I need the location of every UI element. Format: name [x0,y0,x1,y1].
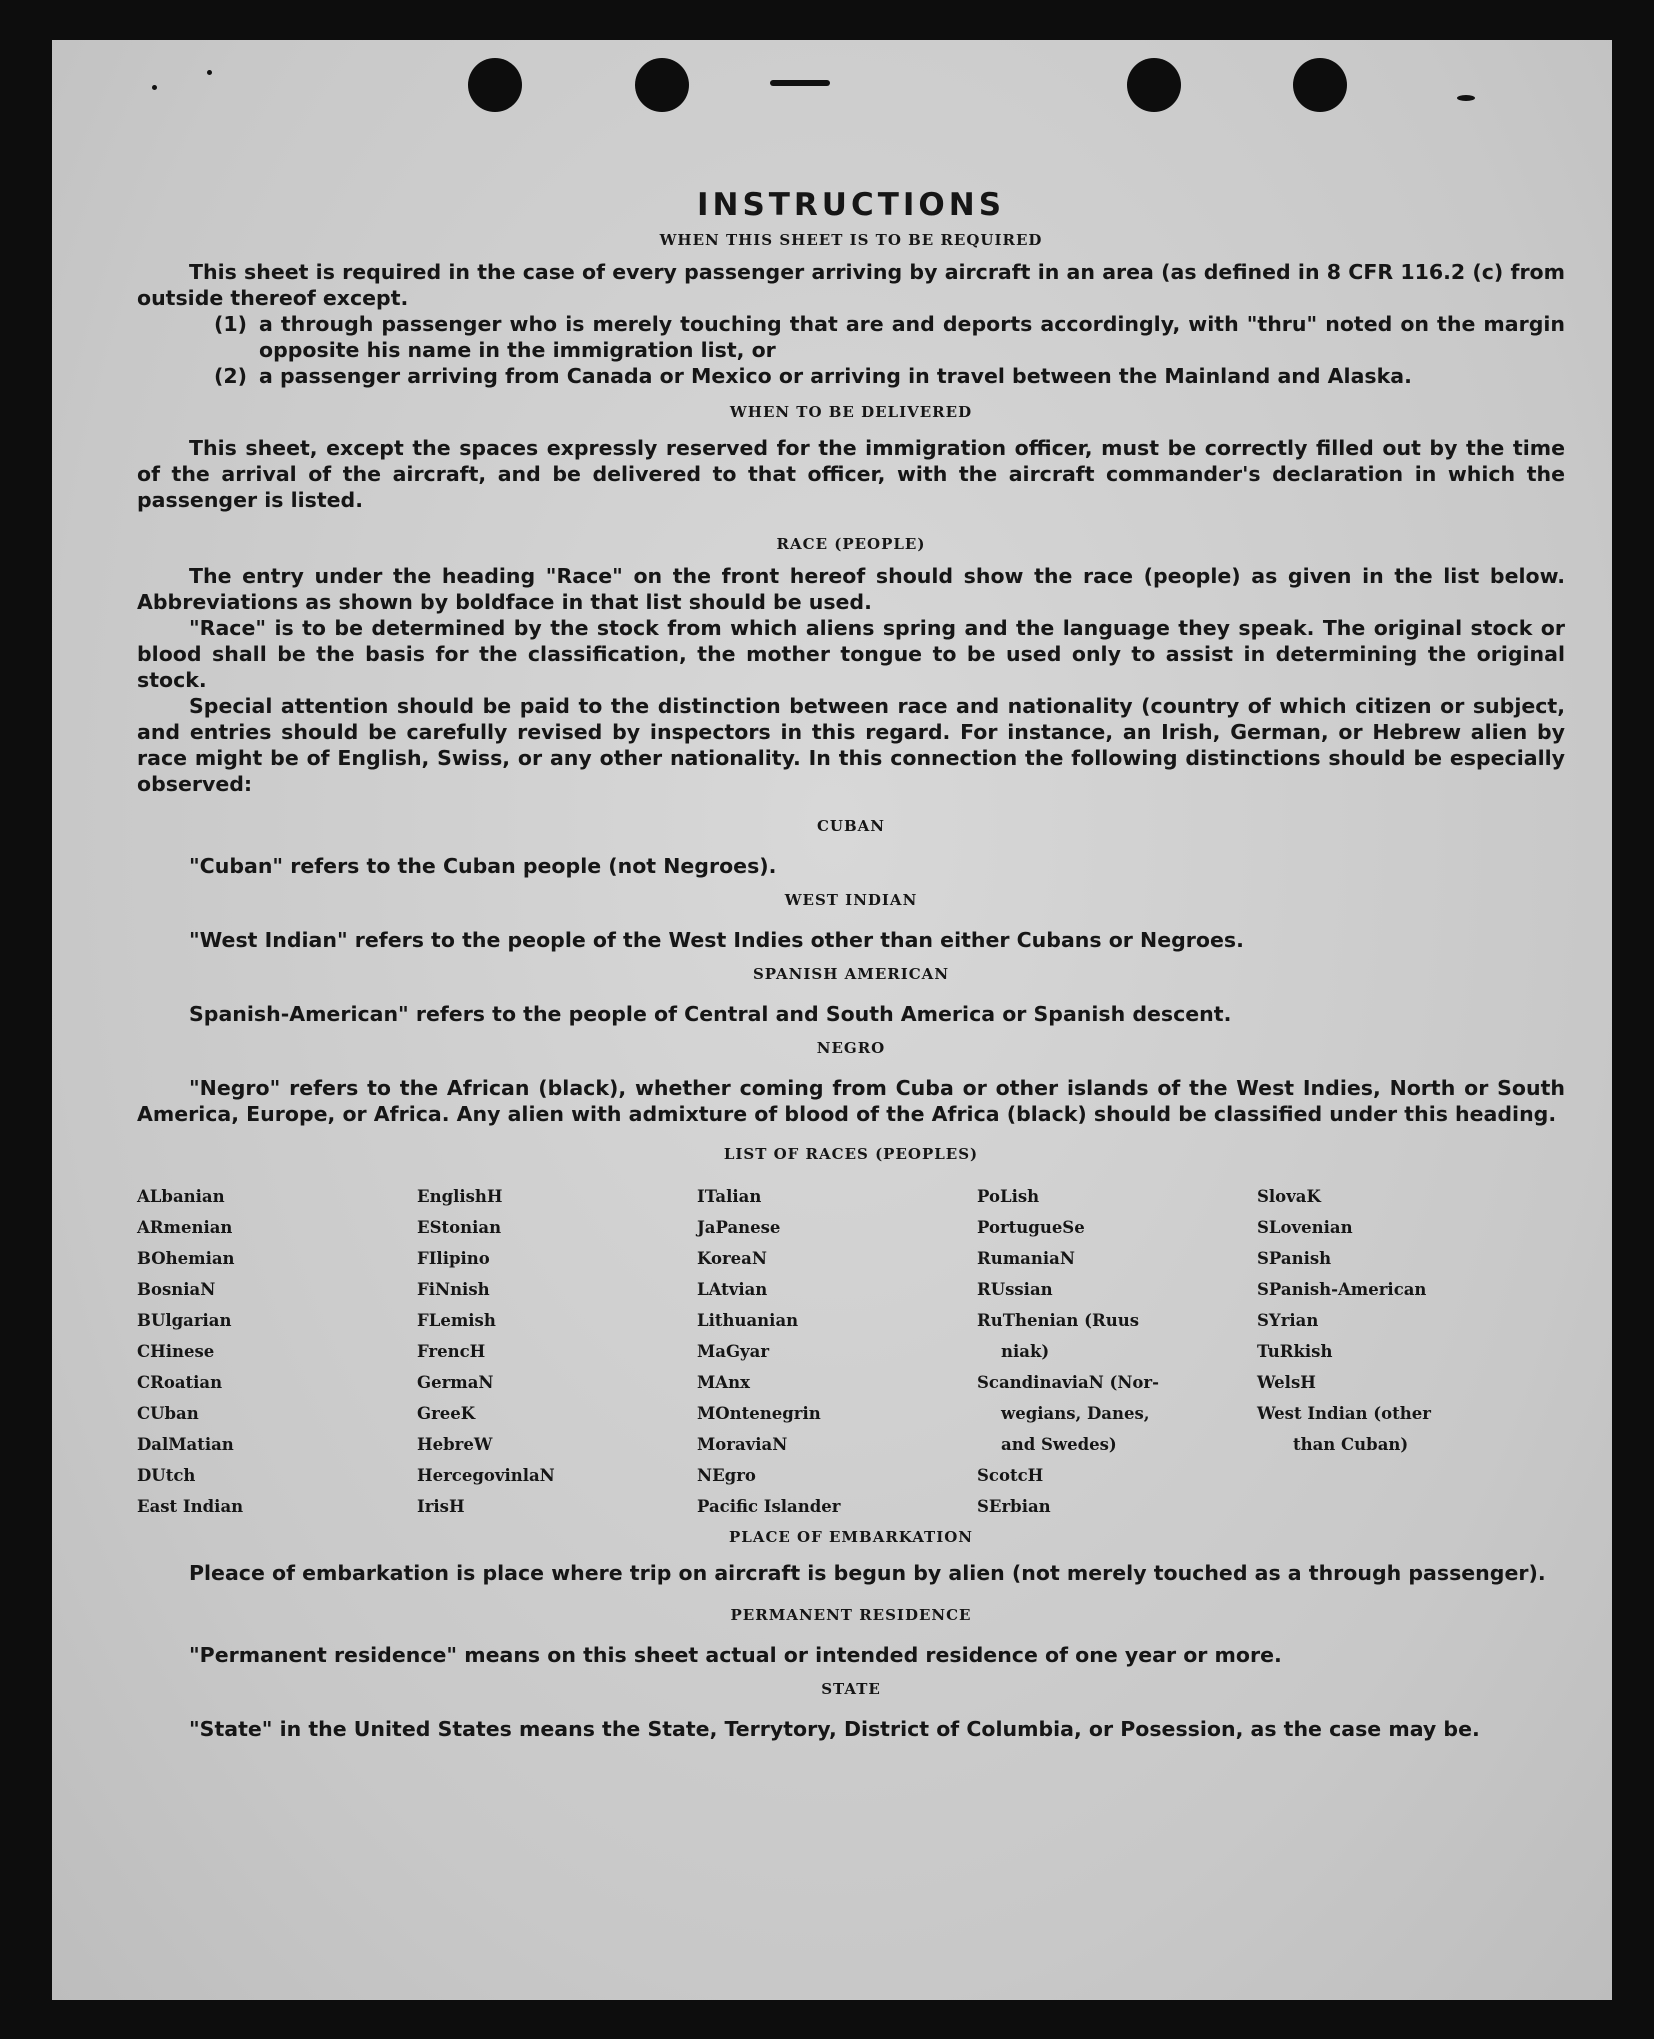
races-column-4 [977,1181,1257,1522]
race-entry: West Indian (other [1257,1404,1431,1423]
race-entry: EnglishH [417,1187,503,1206]
section-heading-races-list: LIST OF RACES (PEOPLES) [723,1145,979,1163]
race-entry: Pacific Islander [697,1497,841,1516]
document-sheet [52,40,1612,2000]
exception-text: a passenger arriving from Canada or Mexico or arriving in travel between the Mainland and Alaska. [259,364,1412,388]
section-heading-embarkation: PLACE OF EMBARKATION [728,1528,974,1546]
race-entry: Lithuanian [697,1311,799,1330]
race-entry: TuRkish [1257,1342,1333,1361]
races-column-5 [1257,1181,1507,1522]
race-entry: than Cuban) [1293,1435,1409,1454]
negro-paragraph: "Negro" refers to the African (black), whether coming from Cuba or other islands of the West Indies, North or South America, Europe, or Africa. Any alien with admixture of blood of the Africa (black) should be classified under this heading. [137,1076,1565,1126]
section-heading-cuban: CUBAN [816,817,886,835]
race-entry: RUssian [977,1280,1053,1299]
race-entry: NEgro [697,1466,756,1485]
races-list [137,1181,1565,1522]
race-entry: wegians, Danes, [1001,1404,1150,1423]
section-heading-state: STATE [821,1680,881,1698]
section-heading-when-delivered: WHEN TO BE DELIVERED [729,403,973,421]
race-entry: KoreaN [697,1249,767,1268]
exception-number: (1) [213,312,247,336]
ink-speck [207,70,212,75]
race-entry: FiNnish [417,1280,490,1299]
race-entry: ARmenian [137,1218,233,1237]
exception-text: a through passenger who is merely touching that are and deports accordingly, with "thru" noted on the margin opposite his name in the immigration list, or [259,312,1565,362]
race-entry: and Swedes) [1001,1435,1117,1454]
race-entry: SYrian [1257,1311,1319,1330]
race-entry: SLovenian [1257,1218,1353,1237]
race-paragraph-3: Special attention should be paid to the distinction between race and nationality (country of which citizen or subject, and entries should be carefully revised by inspectors in this regard. For instance, an Irish, German, or Hebrew alien by race might be of English, Swiss, or any other nationality. In this connection the following distinctions should be especially observed: [137,694,1565,796]
race-entry: HebreW [417,1435,493,1454]
ink-speck [770,80,830,86]
races-column-1 [137,1181,417,1522]
race-paragraph-1: The entry under the heading "Race" on the front hereof should show the race (people) as given in the list below. Abbreviations as shown by boldface in that list should be used. [137,564,1565,614]
race-entry: GermaN [417,1373,494,1392]
punch-hole [1293,58,1347,112]
ink-speck [1457,95,1475,101]
race-entry: ALbanian [137,1187,225,1206]
race-entry: East Indian [137,1497,244,1516]
race-entry: CUban [137,1404,199,1423]
race-entry: RuThenian (Ruus [977,1311,1139,1330]
when-required-paragraph: This sheet is required in the case of every passenger arriving by aircraft in an area (as defined in 8 CFR 116.2 (c) from outside thereof except. [137,260,1565,310]
race-entry: EStonian [417,1218,502,1237]
section-heading-when-required: WHEN THIS SHEET IS TO BE REQUIRED [659,231,1043,249]
race-entry: BUlgarian [137,1311,232,1330]
race-entry: ScandinaviaN (Nor- [977,1373,1159,1392]
race-entry: MaGyar [697,1342,770,1361]
section-heading-residence: PERMANENT RESIDENCE [730,1606,972,1624]
race-entry: MAnx [697,1373,750,1392]
race-entry: SPanish-American [1257,1280,1427,1299]
race-entry: IrisH [417,1497,465,1516]
exception-item-1 [137,311,1565,363]
race-entry: PoLish [977,1187,1040,1206]
race-entry: WelsH [1257,1373,1316,1392]
race-entry: BOhemian [137,1249,235,1268]
embarkation-paragraph: Pleace of embarkation is place where trip on aircraft is begun by alien (not merely touched as a through passenger). [189,1561,1546,1585]
race-entry: SPanish [1257,1249,1332,1268]
race-entry: BosniaN [137,1280,216,1299]
race-entry: DalMatian [137,1435,234,1454]
race-entry: FLemish [417,1311,496,1330]
punch-hole [468,58,522,112]
section-heading-west-indian: WEST INDIAN [784,891,918,909]
cuban-paragraph: "Cuban" refers to the Cuban people (not Negroes). [189,854,777,878]
exception-number: (2) [213,364,247,388]
race-entry: DUtch [137,1466,196,1485]
race-entry: niak) [1001,1342,1050,1361]
race-entry: ScotcH [977,1466,1044,1485]
section-heading-negro: NEGRO [816,1039,886,1057]
when-delivered-paragraph: This sheet, except the spaces expressly reserved for the immigration officer, must be correctly filled out by the time of the arrival of the aircraft, and be delivered to that officer, with the aircraft commander's declaration in which the passenger is listed. [137,436,1565,512]
race-entry: LAtvian [697,1280,768,1299]
page-title: INSTRUCTIONS [696,187,1006,223]
punch-hole [635,58,689,112]
race-entry: SErbian [977,1497,1051,1516]
race-entry: FIlipino [417,1249,490,1268]
race-entry: GreeK [417,1404,476,1423]
race-entry: ITalian [697,1187,762,1206]
race-entry: JaPanese [697,1218,781,1237]
race-entry: HercegovinlaN [417,1466,555,1485]
races-column-3 [697,1181,977,1522]
race-entry: PortugueSe [977,1218,1085,1237]
race-entry: RumaniaN [977,1249,1075,1268]
race-entry: CHinese [137,1342,215,1361]
spanish-american-paragraph: Spanish-American" refers to the people of Central and South America or Spanish descent. [189,1002,1232,1026]
section-heading-spanish-american: SPANISH AMERICAN [752,965,950,983]
state-paragraph: "State" in the United States means the State, Terrytory, District of Columbia, or Posession, as the case may be. [189,1717,1480,1741]
exception-item-2 [137,363,1565,389]
section-heading-race: RACE (PEOPLE) [776,535,926,553]
west-indian-paragraph: "West Indian" refers to the people of the West Indies other than either Cubans or Negroes. [189,928,1244,952]
race-entry: FrencH [417,1342,486,1361]
race-entry: MOntenegrin [697,1404,821,1423]
instructions-content [137,185,1565,1742]
race-paragraph-2: "Race" is to be determined by the stock from which aliens spring and the language they speak. The original stock or blood shall be the basis for the classification, the mother tongue to be used only to assist in determining the original stock. [137,616,1565,692]
punch-hole [1127,58,1181,112]
race-entry: SlovaK [1257,1187,1321,1206]
residence-paragraph: "Permanent residence" means on this sheet actual or intended residence of one year or more. [189,1643,1282,1667]
race-entry: CRoatian [137,1373,223,1392]
races-column-2 [417,1181,697,1522]
race-entry: MoraviaN [697,1435,788,1454]
ink-speck [152,85,157,90]
